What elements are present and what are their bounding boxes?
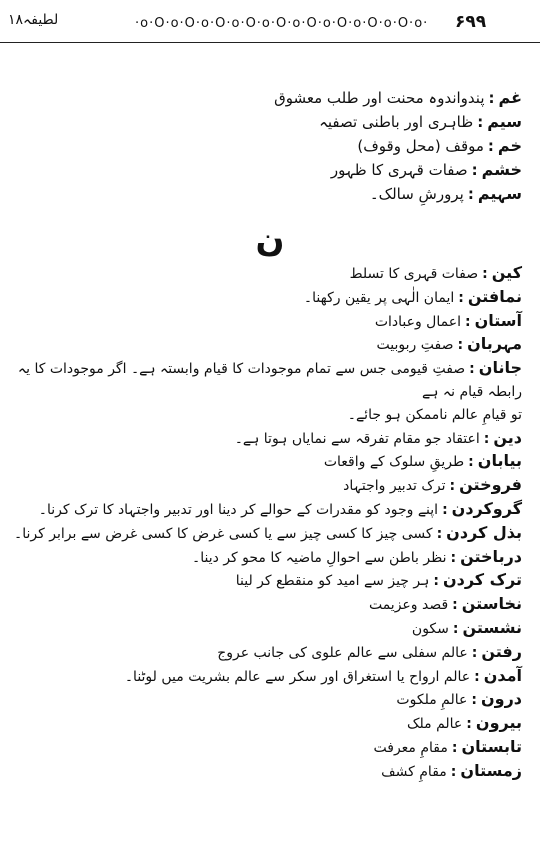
glossary-entry <box>2 569 522 593</box>
entry-separator: : <box>483 430 490 447</box>
entry-term: بیابان <box>477 451 522 471</box>
entry-term: تابستان <box>461 736 522 756</box>
glossary-entry <box>2 357 522 404</box>
glossary-group-2 <box>2 262 522 784</box>
entry-term: سہیم <box>477 184 522 203</box>
glossary-entry <box>2 641 522 665</box>
entry-definition: اعمال وعبادات <box>374 313 461 330</box>
glossary-entry-continuation <box>2 404 522 427</box>
entry-separator: : <box>488 89 495 107</box>
entry-separator: : <box>471 692 477 709</box>
glossary-entry <box>2 310 522 334</box>
entry-term: نشستن <box>462 617 522 637</box>
glossary-entry <box>2 688 522 712</box>
entry-term: رفتن <box>481 641 522 661</box>
entry-term: فروختن <box>459 475 522 495</box>
glossary-entry <box>2 712 522 736</box>
entry-term: سیم <box>487 112 522 131</box>
entry-definition: موقف (محل وقوف) <box>357 137 484 155</box>
entry-separator: : <box>466 716 472 733</box>
entry-separator: : <box>451 739 458 756</box>
glossary-entry <box>142 182 522 206</box>
entry-separator: : <box>433 573 439 590</box>
glossary-entry <box>2 286 522 310</box>
running-title: لطیفہ۱۸ <box>8 12 59 28</box>
entry-definition: مقامِ کشف <box>381 763 447 780</box>
entry-definition: عالم ارواح یا استغراق اور سکر سے عالم بشریت میں لوٹنا۔ <box>124 668 471 685</box>
entry-definition: تو قیامِ عالم ناممکن ہو جائے۔ <box>347 406 522 423</box>
entry-definition: صفات قہری کا تسلط <box>349 266 479 282</box>
entry-separator: : <box>469 361 475 378</box>
entry-separator: : <box>471 161 478 179</box>
entry-definition: ہر چیز سے امید کو منقطع کر لینا <box>235 573 430 590</box>
entry-separator: : <box>477 113 484 131</box>
entry-definition: طریقِ سلوک کے واقعات <box>323 454 465 471</box>
glossary-entry <box>2 498 522 522</box>
entry-term: خم <box>497 136 522 155</box>
entry-definition: مقامِ معرفت <box>373 739 448 756</box>
entry-term: غم <box>498 88 522 107</box>
glossary-entry <box>2 262 522 286</box>
entry-term: درباختن <box>460 546 522 566</box>
entry-separator: : <box>464 313 471 330</box>
entry-term: درون <box>480 689 522 709</box>
entry-term: نخاستن <box>461 594 522 614</box>
entry-definition: عالم سفلی سے عالم علوی کی جانب عروج <box>217 644 468 661</box>
entry-separator: : <box>450 549 457 566</box>
glossary-entry <box>2 474 522 498</box>
glossary-entry <box>2 593 522 617</box>
entry-term: آستان <box>474 310 522 330</box>
glossary-entry <box>142 158 522 182</box>
glossary-entry <box>2 522 522 546</box>
glossary-entry <box>2 450 522 474</box>
glossary-entry <box>142 110 522 134</box>
page-header <box>0 8 540 43</box>
entry-separator: : <box>442 501 448 518</box>
entry-term: ترک کردن <box>442 570 522 590</box>
entry-separator: : <box>471 644 478 661</box>
glossary-entry <box>2 665 522 689</box>
glossary-entry <box>2 333 522 357</box>
glossary-group-1 <box>142 86 522 206</box>
entry-term: آمدن <box>483 665 522 685</box>
glossary-entry <box>2 427 522 451</box>
entry-term: بذل کردن <box>446 522 522 542</box>
entry-separator: : <box>468 454 474 471</box>
entry-separator: : <box>474 668 480 685</box>
entry-definition: سکون <box>411 620 449 637</box>
entry-term: خشم <box>481 160 522 179</box>
entry-term: زمستان <box>460 760 522 780</box>
entry-term: بیرون <box>475 713 522 733</box>
entry-term: گروکردن <box>451 498 522 518</box>
entry-term: دین <box>493 427 522 447</box>
entry-definition: عالم ملک <box>406 716 463 733</box>
entry-definition: ترک تدبیر واجتہاد <box>343 478 446 495</box>
section-letter-heading: ن <box>255 220 285 260</box>
entry-definition: ظاہری اور باطنی تصفیہ <box>319 113 474 131</box>
entry-separator: : <box>482 266 488 282</box>
entry-definition: صفتِ ربوبیت <box>376 337 454 354</box>
entry-separator: : <box>458 289 464 306</box>
entry-term: جانان <box>478 358 522 378</box>
entry-definition: پندواندوہ محنت اور طلب معشوق <box>274 89 485 107</box>
entry-term: نمافتن <box>467 286 522 306</box>
glossary-entry <box>2 617 522 641</box>
entry-separator: : <box>457 337 464 354</box>
glossary-entry <box>2 546 522 570</box>
entry-definition: صفات قہری کا ظہور <box>330 161 468 179</box>
entry-separator: : <box>449 478 456 495</box>
entry-term: مہربان <box>467 334 522 354</box>
glossary-entry <box>142 86 522 110</box>
entry-separator: : <box>436 525 443 542</box>
entry-definition: نظر باطن سے احوالِ ماضیہ کا محو کر دینا۔ <box>192 549 447 566</box>
entry-definition: عالمِ ملکوت <box>396 692 468 709</box>
page-number: ۶۹۹ <box>455 12 487 32</box>
entry-separator: : <box>452 597 458 614</box>
entry-definition: پرورشِ سالک۔ <box>369 185 464 203</box>
entry-separator: : <box>487 137 494 155</box>
glossary-entry <box>2 736 522 760</box>
glossary-entry <box>142 134 522 158</box>
entry-definition: کسی چیز کا کسی چیز سے یا کسی غرض کا کسی غرض سے برابر کرنا۔ <box>14 525 433 542</box>
entry-definition: اعتقاد جو مقام تفرقہ سے نمایاں ہوتا ہے۔ <box>234 430 480 447</box>
entry-separator: : <box>450 763 457 780</box>
entry-separator: : <box>452 620 459 637</box>
entry-definition: اپنے وجود کو مقدرات کے حوالے کر دینا اور تدبیر واجتہاد کا ترک کرنا۔ <box>38 501 439 518</box>
glossary-entry <box>2 760 522 784</box>
entry-definition: قصد وعزیمت <box>368 597 449 614</box>
header-ornament: ·o·O·o·O·o·O·o·O·o·O·o·O·o·O·o·O·o·O·o· <box>135 16 429 31</box>
entry-separator: : <box>467 185 474 203</box>
entry-term: کین <box>491 263 522 282</box>
entry-definition: ایمان الٰہی پر یقین رکھنا۔ <box>303 289 455 306</box>
entry-definition: صفتِ قیومی جس سے تمام موجودات کا قیام وابستہ ہے۔ اگر موجودات کا یہ رابطہ قیام نہ ہے <box>17 361 522 400</box>
